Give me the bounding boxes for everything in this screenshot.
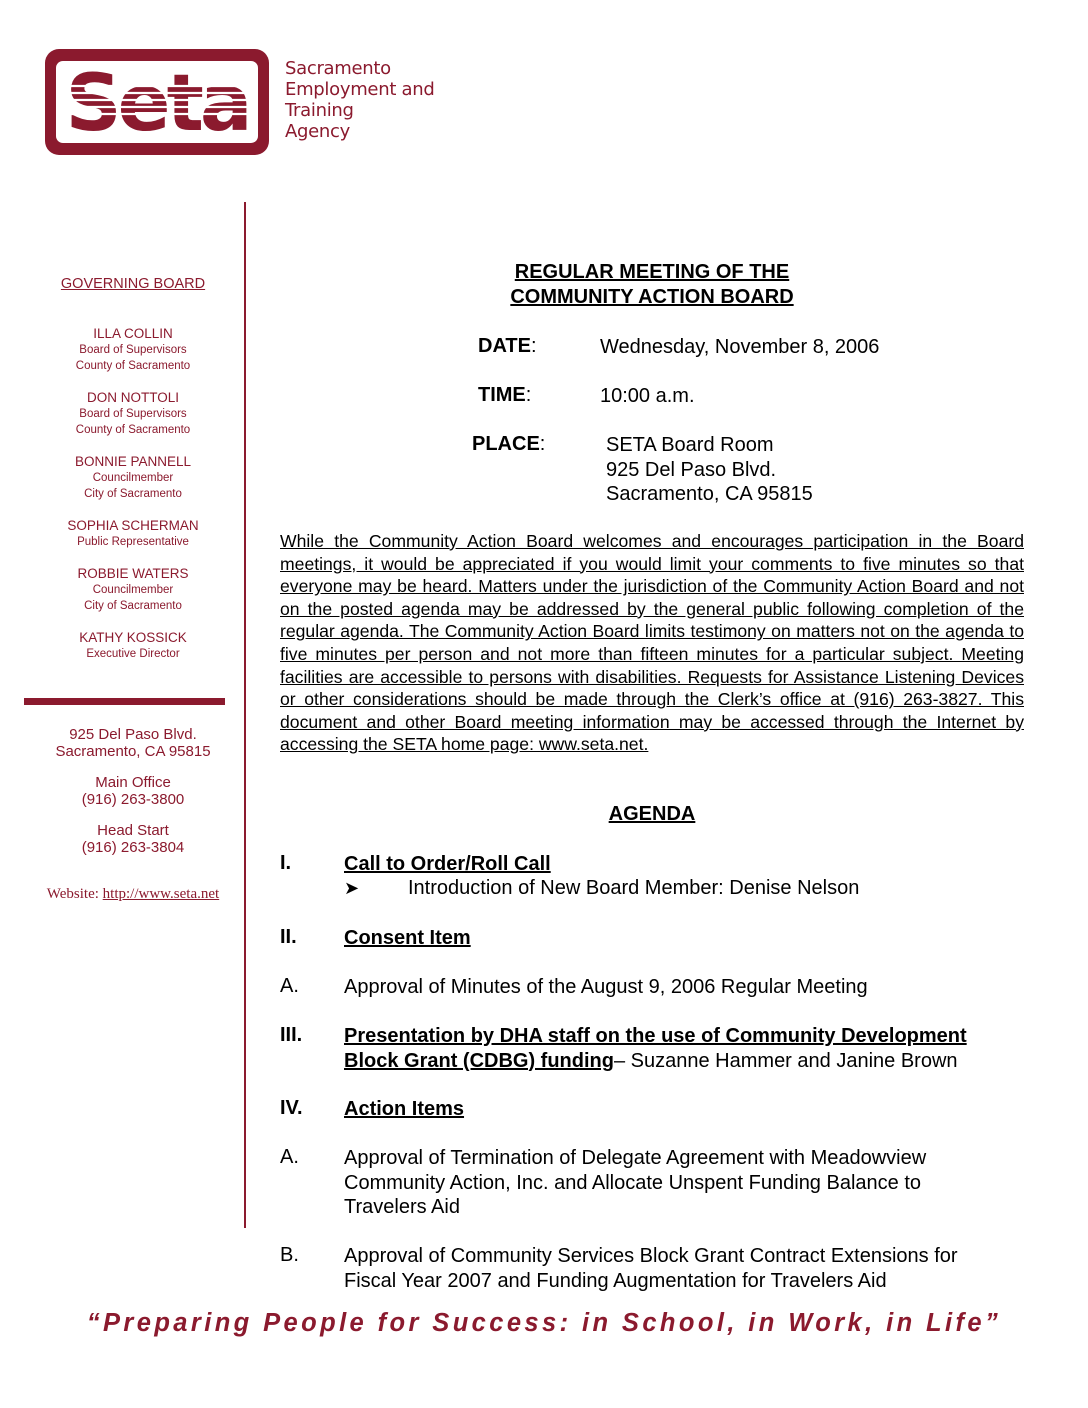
agenda-item-iv-title: Action Items <box>344 1098 465 1120</box>
agenda-num-iv-b: B. <box>280 1244 299 1266</box>
time-label: TIME: <box>478 384 532 406</box>
seta-logo <box>44 48 270 156</box>
agenda-item-i-title: Call to Order/Roll Call <box>344 853 551 875</box>
agenda-item-ii-a: Approval of Minutes of the August 9, 2006 Regular Meeting <box>344 976 868 998</box>
agenda-num-ii: II. <box>280 926 297 948</box>
agenda-num-i: I. <box>280 852 292 874</box>
main-office-phone: Main Office (916) 263-3800 <box>81 774 185 808</box>
logo-wordmark: Seta <box>65 59 249 149</box>
meeting-title-line1: REGULAR MEETING OF THE <box>514 261 790 283</box>
place-value: SETA Board Room 925 Del Paso Blvd. Sacramento, CA 95815 <box>606 434 813 505</box>
board-member: ROBBIE WATERS Councilmember City of Sacramento <box>77 566 189 612</box>
agenda-num-iv-a: A. <box>280 1146 299 1168</box>
meeting-title-line2: COMMUNITY ACTION BOARD <box>510 286 794 308</box>
agenda-item-iv-b: Approval of Community Services Block Grant Contract Extensions for Fiscal Year 2007 and Funding Augmentation for Travelers Aid <box>344 1245 958 1292</box>
board-member: BONNIE PANNELL Councilmember City of Sacramento <box>74 454 192 500</box>
office-address: 925 Del Paso Blvd. Sacramento, CA 95815 <box>55 726 211 760</box>
agency-name: Sacramento Employment and Training Agency <box>285 58 435 142</box>
footer-slogan: “Preparing People for Success: in School, in Work, in Life” <box>86 1309 1002 1337</box>
website: Website: http://www.seta.net <box>46 886 220 902</box>
date-label: DATE: <box>478 335 537 357</box>
board-member: KATHY KOSSICK Executive Director <box>79 630 187 660</box>
governing-board-title: GOVERNING BOARD <box>60 276 206 292</box>
head-start-phone: Head Start (916) 263-3804 <box>81 822 185 856</box>
board-member: SOPHIA SCHERMAN Public Representative <box>67 518 199 548</box>
arrow-bullet-icon: ➤ <box>344 878 360 898</box>
public-notice: While the Community Action Board welcomes and encourages participation in the Board meetings, it would be appreciated if you would limit your comments to five minutes so that everyone may be heard. Matters under the jurisdiction of the Community Action Board and not on the posted agenda may be addressed by the general public following completion of the regular agenda. The Community Action Board limits testimony on matters not on the agenda to five minutes per person and not more than fifteen minutes for a particular subject. Meeting facilities are accessible to persons with disabilities. Requests for Assistance Listening Devices or other considerations should be made through the Clerk’s office at (916) 263-3827. This document and other Board meeting information may be accessed through the Internet by accessing the SETA home page: www.seta.net. <box>280 531 1024 755</box>
place-label: PLACE: <box>472 433 546 455</box>
board-member: DON NOTTOLI Board of Supervisors County of Sacramento <box>75 390 191 436</box>
agenda-item-iii: Presentation by DHA staff on the use of Community Development Block Grant (CDBG) funding– Suzanne Hammer and Janine Brown <box>344 1025 967 1072</box>
sidebar-divider <box>24 698 225 705</box>
time-value: 10:00 a.m. <box>600 385 695 407</box>
date-value: Wednesday, November 8, 2006 <box>600 336 880 358</box>
agenda-num-iii: III. <box>280 1024 303 1046</box>
agenda-heading: AGENDA <box>608 803 696 825</box>
agenda-item-ii-title: Consent Item <box>344 927 471 949</box>
agenda-bullet: ➤ Introduction of New Board Member: Denise Nelson <box>344 877 860 899</box>
agenda-item-iv-a: Approval of Termination of Delegate Agreement with Meadowview Community Action, Inc. and Allocate Unspent Funding Balance to Travelers Aid <box>344 1147 927 1218</box>
board-member: ILLA COLLIN Board of Supervisors County of Sacramento <box>75 326 191 372</box>
agenda-num-iv: IV. <box>280 1097 303 1119</box>
agenda-num-ii-a: A. <box>280 975 299 997</box>
website-link[interactable]: http://www.seta.net <box>102 886 220 902</box>
